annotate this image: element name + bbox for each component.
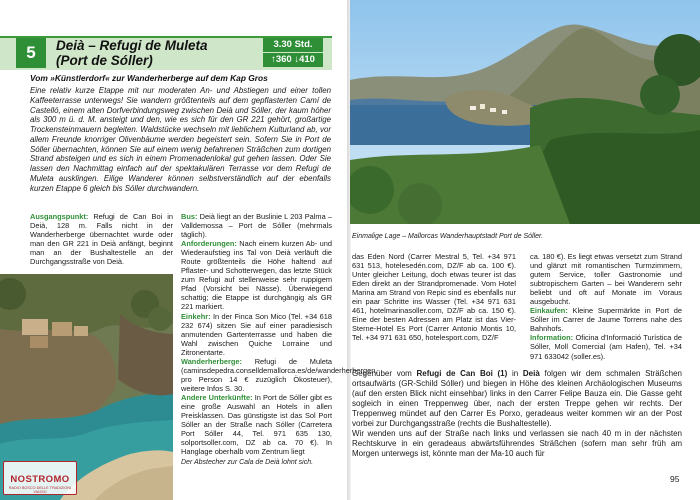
bus-text: Deià liegt an der Buslinie L 203 Palma – Valldemossa – Port de Sóller (mehrmals täglich). (181, 212, 332, 240)
right-photo-caption: Einmalige Lage – Mallorcas Wanderhauptstadt Port de Sóller. (352, 233, 544, 240)
requirements-text: Nach einem kurzen Ab- und Wiederaufstieg ins Tal von Deià verläuft die Route größtenteils die Höhe haltend auf Pflaster- und Schotterwegen, das letzte Stück zum Refugi auf stellenweise sehr ruppigem Pfad (Vorsicht bei Nässe). Überwiegend schattig; die Etappe ist durchgängig als GR 221 markiert. (181, 239, 332, 312)
stage-title-line2: (Port de Sóller) (56, 53, 153, 68)
intro-paragraph: Eine relativ kurze Etappe mit nur moderaten An- und Abstiegen und einer tollen Kaffeeterrasse unterwegs! Sie wandern größtenteils auf dem gepflasterten Camí de Castelló, einem alten Dorfverbindungsweg zwischen Deià und Sóller, der kaum höher als 300 m ü. d. M. ansteigt und den, wie es sich für den GR 221 gehört, großartige Trockensteinmauern begleiten. Waldstücke wechseln mit lieblichem Kulturland ab, vor allem Freunde knorriger Olivenbäume werden begeistert sein. Sofern Sie in Port de Sóller übernachten, können Sie auf einem wenig befahrenen Sträßchen zum dortigen Strand absteigen und es sich in einem Promenadenlokal gut gehen lassen. Oder Sie lassen den Nachmittag einfach auf der spektakulären Terrasse vor dem Refugi de Muleta ausklingen. Eilige Wanderer können selbstverständlich auf der ebenfalls kurzen Etappe 6 gleich bis Sóller durchwandern. (30, 86, 331, 193)
route-village-bold: Deià (522, 369, 540, 378)
route-rest: folgen wir dem schmalen Sträßchen ortsaufwärts (GR-Schild Sóller) und biegen in Höhe des kleinen Archäologischen Museums (auf den ersten Blick nicht einsehbar) links in den Carrer Felipe Bauza ein. Die Gasse geht sogleich in einen Treppenweg über, nach der ersten Treppe gehen wir rechts. Der Treppenweg mündet auf den Carrer Es Porxo, geradeaus weiter kommen wir an der Post vorbei zur Durchgangsstraße (rechts die Bushaltestelle). (352, 369, 682, 428)
other-lodging-text: In Port de Sóller gibt es eine große Auswahl an Hotels in allen Preisklassen. Das günstigste ist das Sol Port Sóller an der Straße nach Sóller (Carretera Port Sóller 44, Tel. 971 635 130, solportsoller.com, DZ ab ca. 70 €). In Hanglage oberhalb vom Zentrum liegt (181, 392, 332, 457)
lodging-continued-text: das Eden Nord (Carrer Mestral 5, Tel. +34 971 631 513, hotelesedén.com, DZ/F ab ca. 100 €). Unter gleicher Leitung, doch etwas teurer ist das Eden direkt an der Strandpromenade. Vom Hotel Marina am Strand von Repic sind es ebenfalls nur ein paar Schritte ins Wasser (Tel. +34 971 631 461, hotelmarinasoller.com, DZ/F ab ca. 150 €). Eine der besten Adressen am Platz ist das Vier-Sterne-Hotel Es Port (Carrer Antonio Montis 10, Tel. +34 971 631 650, hotelesport.com, DZ/F (352, 252, 516, 343)
shopping-text: Kleine Supermärkte in Port de Sóller im Carrer de Jaume Torrens nahe des Bahnhofs. (530, 306, 682, 334)
route-mid: in (507, 369, 523, 378)
shopping-label: Einkaufen: (530, 306, 568, 316)
stage-subtitle: Vom »Künstlerdorf« zur Wanderherberge auf dem Kap Gros (30, 73, 268, 83)
route-paragraph-1 (352, 369, 682, 429)
stop-label: Einkehr: (181, 311, 211, 321)
bus-label: Bus: (181, 212, 198, 221)
information-label: Information: (530, 333, 574, 343)
lodging-info-column (530, 252, 682, 361)
hostel-label: Wanderherberge: (181, 356, 242, 366)
start-point-text: Refugi de Can Boi in Deià, 128 m. Falls nicht in der Wanderherberge übernachtet wurde oder man den GR 221 in Deià anfängt, beginnt man an der Bushaltestelle an der Durchgangsstraße von Deià. (30, 212, 173, 267)
hostel-text: Refugi de Muleta (caminsdepedra.conselldemallorca.es/de/wanderherbergen, pro Person 14 € zuzüglich Ökosteuer), weitere Infos S. 30. (181, 356, 378, 393)
start-point-label: Ausgangspunkt: (30, 212, 89, 221)
other-lodging-label: Andere Unterkünfte: (181, 392, 253, 402)
route-description (352, 369, 682, 459)
info-column (181, 212, 378, 457)
route-start-bold: Refugi de Can Boi (1) (416, 369, 508, 378)
duration-badge: 3.30 Std. (263, 38, 323, 52)
watermark-subtext: RADIO BOSCO DELLE TRADIZIONI VIAGGI (8, 486, 72, 494)
start-point-block (30, 212, 173, 266)
lodging-continued-text-2: ca. 180 €). Es liegt etwas versetzt zum Strand und glänzt mit romantischen Turmzimmern, gutem Service, toller Gastronomie und subtropischem Garten – bei Wanderern sehr beliebt und oft auf Monate im Voraus ausgebucht. (530, 252, 682, 307)
port-de-soller-photo (350, 0, 700, 224)
stop-text: In der Finca Son Mico (Tel. +34 618 232 674) sitzen Sie auf einer paradiesisch anmutenden Gartenterrasse und haben die Wahl zwischen Quiche Lorraine und Zitronentarte. (181, 311, 332, 357)
page-number: 95 (670, 474, 680, 484)
information-text: Oficina d'Informació Turística de Sóller, Moll Comercial (am Hafen), Tel. +34 971 633042 (soller.es). (530, 333, 682, 361)
requirements-label: Anforderungen: (181, 239, 237, 249)
left-photo-caption: Der Abstecher zur Cala de Deià lohnt sich. (181, 459, 314, 466)
port-de-soller-illustration (350, 0, 700, 224)
route-pre: Gegenüber vom (352, 369, 417, 378)
watermark-name: NOSTROMO (10, 474, 70, 485)
stage-title-line1: Deià – Refugi de Muleta (56, 38, 208, 53)
route-paragraph-2: Wir wenden uns auf der Straße nach links und verlassen sie nach 40 m in der nächsten Rechtskurve in ein geradeaus abwärtsführendes Sträßchen (sofern man sehr früh am Morgen unterwegs ist, könnte man der Ma-10 auch für (352, 429, 682, 458)
nostromo-watermark (3, 461, 77, 495)
elevation-badge: ↑360 ↓410 (263, 53, 323, 67)
stage-number: 5 (16, 38, 46, 68)
stage-title (56, 38, 208, 68)
